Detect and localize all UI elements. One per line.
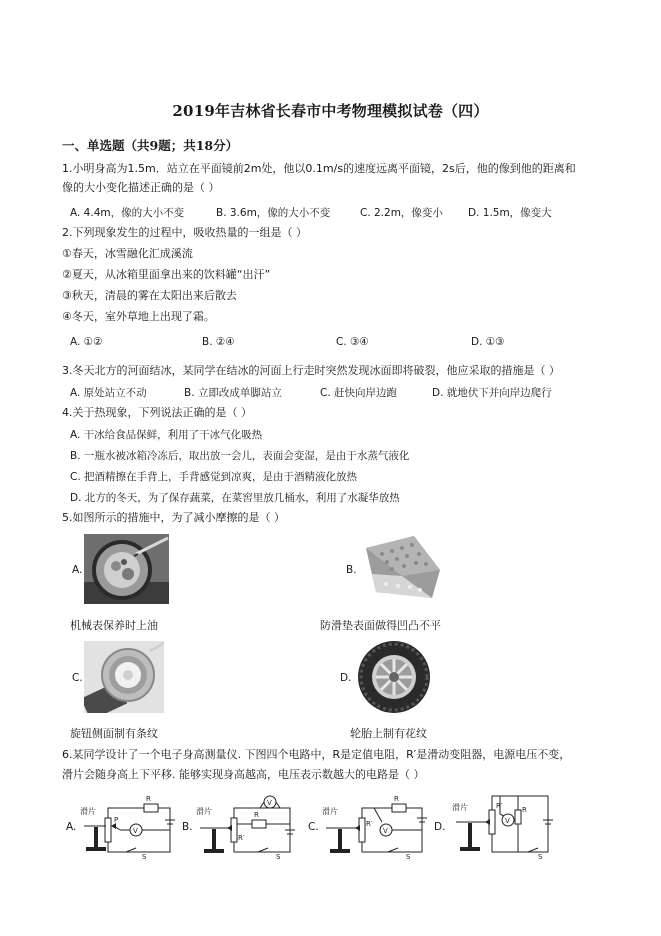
q6-letter-d: D. (434, 821, 446, 833)
svg-text:滑片: 滑片 (196, 807, 212, 816)
q5-letter-a: A. (72, 564, 83, 576)
svg-text:R: R (146, 795, 151, 803)
circuit-diagram-b (196, 790, 300, 862)
svg-text:R: R (254, 811, 259, 819)
q6-stem-line1: 6.某同学设计了一个电子身高测量仪. 下图四个电路中，R是定值电阻，R′是滑动变阻器，电源电压不变， (62, 748, 571, 761)
svg-text:V: V (133, 827, 138, 835)
q2-item-1: ①春天，冰雪融化汇成溪流 (62, 247, 193, 260)
q5-caption-a: 机械表保养时上油 (70, 619, 158, 632)
q4-option-a: A. 干冰给食品保鲜，利用了干冰气化吸热 (70, 429, 263, 441)
svg-text:滑片: 滑片 (322, 807, 338, 816)
svg-text:V: V (505, 817, 510, 825)
q5-caption-c: 旋钮侧面制有条纹 (70, 727, 158, 740)
q1-stem-line2: 像的大小变化描述正确的是（ ） (62, 181, 220, 194)
q2-stem: 2.下列现象发生的过程中，吸收热量的一组是（ ） (62, 226, 307, 239)
svg-text:R: R (394, 795, 399, 803)
q5-caption-b: 防滑垫表面做得凹凸不平 (320, 619, 441, 632)
circuit-diagram-a (80, 790, 180, 862)
q3-option-d: D. 就地伏下并向岸边爬行 (432, 387, 552, 399)
svg-text:滑片: 滑片 (452, 803, 468, 812)
q6-letter-a: A. (66, 821, 77, 833)
q3-option-b: B. 立即改成单脚站立 (184, 387, 282, 399)
svg-text:滑片: 滑片 (80, 807, 96, 816)
q1-option-c: C. 2.2m，像变小 (360, 207, 443, 219)
q2-item-3: ③秋天，清晨的雾在太阳出来后散去 (62, 289, 237, 302)
q5-stem: 5.如图所示的措施中，为了减小摩擦的是（ ） (62, 511, 285, 524)
q2-option-c: C. ③④ (336, 336, 369, 348)
watch-oiling-image (84, 534, 169, 604)
svg-text:V: V (383, 827, 388, 835)
circuit-diagram-d (452, 790, 562, 862)
q4-option-b: B. 一瓶水被冰箱冷冻后，取出放一会儿，表面会变湿，是由于水蒸气液化 (70, 450, 410, 462)
q6-letter-b: B. (182, 821, 193, 833)
svg-text:S: S (142, 853, 147, 861)
q5-letter-c: C. (72, 672, 83, 684)
q3-stem: 3.冬天北方的河面结冰，某同学在结冰的河面上行走时突然发现冰面即将破裂，他应采取的措施是（ ） (62, 364, 560, 377)
svg-text:V: V (267, 799, 272, 807)
q4-option-d: D. 北方的冬天，为了保存蔬菜，在菜窖里放几桶水，利用了水凝华放热 (70, 492, 400, 504)
q5-caption-d: 轮胎上制有花纹 (350, 727, 427, 740)
q2-option-b: B. ②④ (202, 336, 235, 348)
section-heading: 一、单选题（共9题；共18分） (62, 138, 239, 153)
svg-text:S: S (538, 853, 543, 861)
page-title: 2019年吉林省长春市中考物理模拟试卷（四） (172, 102, 489, 120)
q3-option-a: A. 原处站立不动 (70, 387, 147, 399)
svg-text:R′: R′ (496, 802, 503, 810)
q2-item-2: ②夏天，从冰箱里面拿出来的饮料罐“出汗” (62, 268, 271, 281)
antislip-mat-image (362, 534, 442, 604)
q2-option-d: D. ①③ (471, 336, 505, 348)
circuit-diagram-c (322, 790, 432, 862)
q2-item-4: ④冬天，室外草地上出现了霜。 (62, 310, 215, 323)
q4-stem: 4.关于热现象，下列说法正确的是（ ） (62, 406, 252, 419)
svg-text:P: P (114, 816, 119, 824)
knob-image (84, 641, 164, 713)
svg-text:S: S (276, 853, 281, 861)
tire-image (355, 638, 433, 716)
q1-option-a: A. 4.4m，像的大小不变 (70, 207, 185, 219)
q1-stem-line1: 1.小明身高为1.5m．站立在平面镜前2m处，他以0.1m/s的速度远离平面镜，2s后，他的像到他的距离和 (62, 162, 576, 175)
svg-text:R: R (522, 806, 527, 814)
q5-letter-d: D. (340, 672, 352, 684)
svg-text:R′: R′ (366, 820, 373, 828)
q2-option-a: A. ①② (70, 336, 103, 348)
q6-stem-line2: 滑片会随身高上下平移. 能够实现身高越高，电压表示数越大的电路是（ ） (62, 768, 425, 781)
svg-text:S: S (406, 853, 411, 861)
q1-option-d: D. 1.5m，像变大 (468, 207, 552, 219)
svg-text:R′: R′ (238, 834, 245, 842)
q3-option-c: C. 赶快向岸边跑 (320, 387, 398, 399)
q5-letter-b: B. (346, 564, 357, 576)
q4-option-c: C. 把酒精擦在手背上，手背感觉到凉爽，是由于酒精液化放热 (70, 471, 358, 483)
q6-letter-c: C. (308, 821, 319, 833)
q1-option-b: B. 3.6m，像的大小不变 (216, 207, 331, 219)
